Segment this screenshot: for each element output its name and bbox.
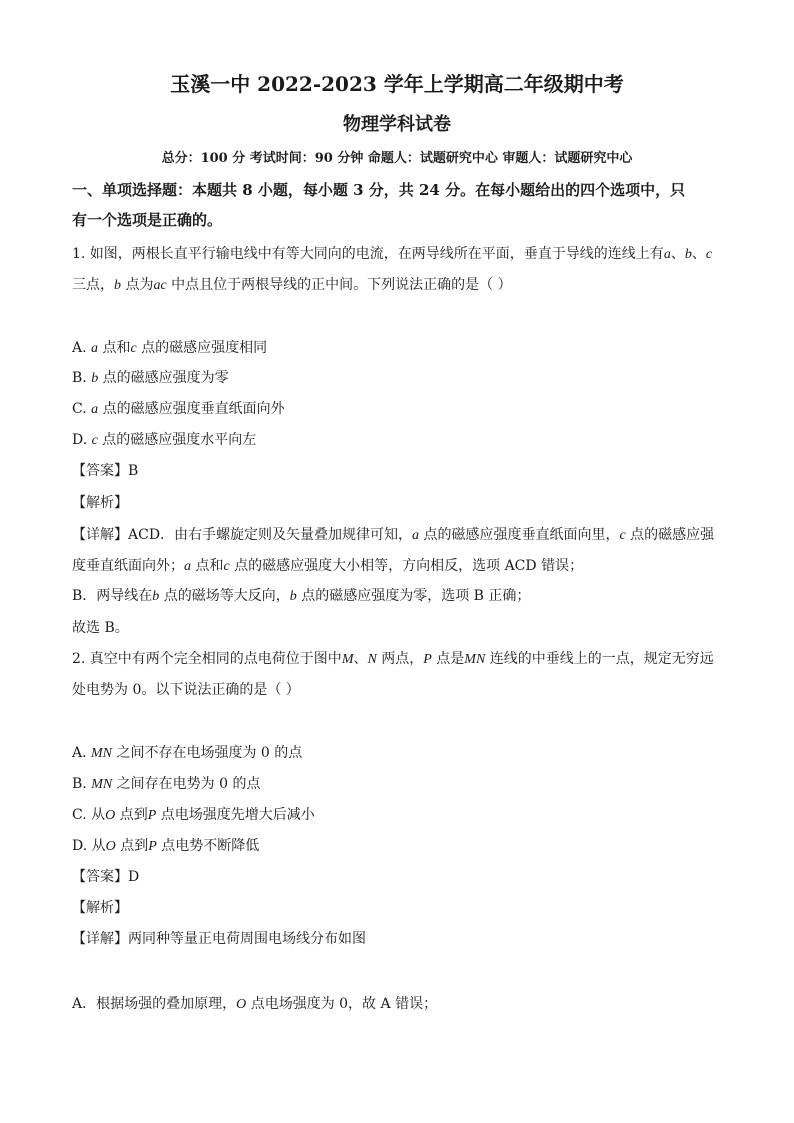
q1-option-a: A. a 点和c 点的磁感应强度相同	[72, 340, 268, 356]
q1-answer: 【答案】B	[72, 463, 139, 479]
q2-analysis-label: 【解析】	[72, 900, 128, 916]
q2-detail-line1: 【详解】两同种等量正电荷周围电场线分布如图	[72, 931, 366, 947]
q2-stem-cont: 处电势为 0。以下说法正确的是（ ）	[72, 682, 300, 698]
q1-analysis-label: 【解析】	[72, 495, 128, 511]
q2-answer: 【答案】D	[72, 869, 140, 885]
q1-stem-cont: 三点，b 点为ac 中点且位于两根导线的正中间。下列说法正确的是（ ）	[72, 277, 512, 293]
q1-option-d: D. c 点的磁感应强度水平向左	[72, 432, 257, 448]
q2-option-a: A. MN 之间不存在电场强度为 0 的点	[72, 745, 303, 761]
exam-subtitle: 物理学科试卷	[343, 114, 451, 135]
q1-conclusion: 故选 B。	[72, 620, 129, 636]
q1-option-b: B. b 点的磁感应强度为零	[72, 370, 229, 386]
q2-detail-a: A．根据场强的叠加原理，O 点电场强度为 0，故 A 错误；	[72, 996, 438, 1012]
section-heading: 一、单项选择题：本题共 8 小题，每小题 3 分，共 24 分。在每小题给出的四个选项中，只	[72, 181, 686, 199]
q2-option-b: B. MN 之间存在电势为 0 的点	[72, 776, 261, 792]
q1-detail-line3: B．两导线在b 点的磁场等大反向，b 点的磁感应强度为零，选项 B 正确；	[72, 588, 531, 604]
q1-detail-line2: 度垂直纸面向外；a 点和c 点的磁感应强度大小相等，方向相反，选项 ACD 错误；	[72, 558, 584, 574]
q2-option-c: C. 从O 点到P 点电场强度先增大后减小	[72, 807, 315, 823]
exam-meta-info: 总分：100 分 考试时间：90 分钟 命题人：试题研究中心 审题人：试题研究中心	[161, 151, 633, 166]
q2-stem: 2. 真空中有两个完全相同的点电荷位于图中M、N 两点，P 点是MN 连线的中垂线上的一点，规定无穷远	[72, 651, 714, 667]
q1-detail-line1: 【详解】ACD．由右手螺旋定则及矢量叠加规律可知，a 点的磁感应强度垂直纸面向里，c 点的磁感应强	[72, 527, 715, 543]
exam-title: 玉溪一中 2022-2023 学年上学期高二年级期中考	[170, 72, 624, 96]
q1-stem: 1. 如图，两根长直平行输电线中有等大同向的电流，在两导线所在平面，垂直于导线的连线上有a、b、c	[72, 246, 713, 262]
section-heading-cont: 有一个选项是正确的。	[72, 211, 223, 229]
q2-option-d: D. 从O 点到P 点电势不断降低	[72, 838, 260, 854]
q1-option-c: C. a 点的磁感应强度垂直纸面向外	[72, 401, 285, 417]
